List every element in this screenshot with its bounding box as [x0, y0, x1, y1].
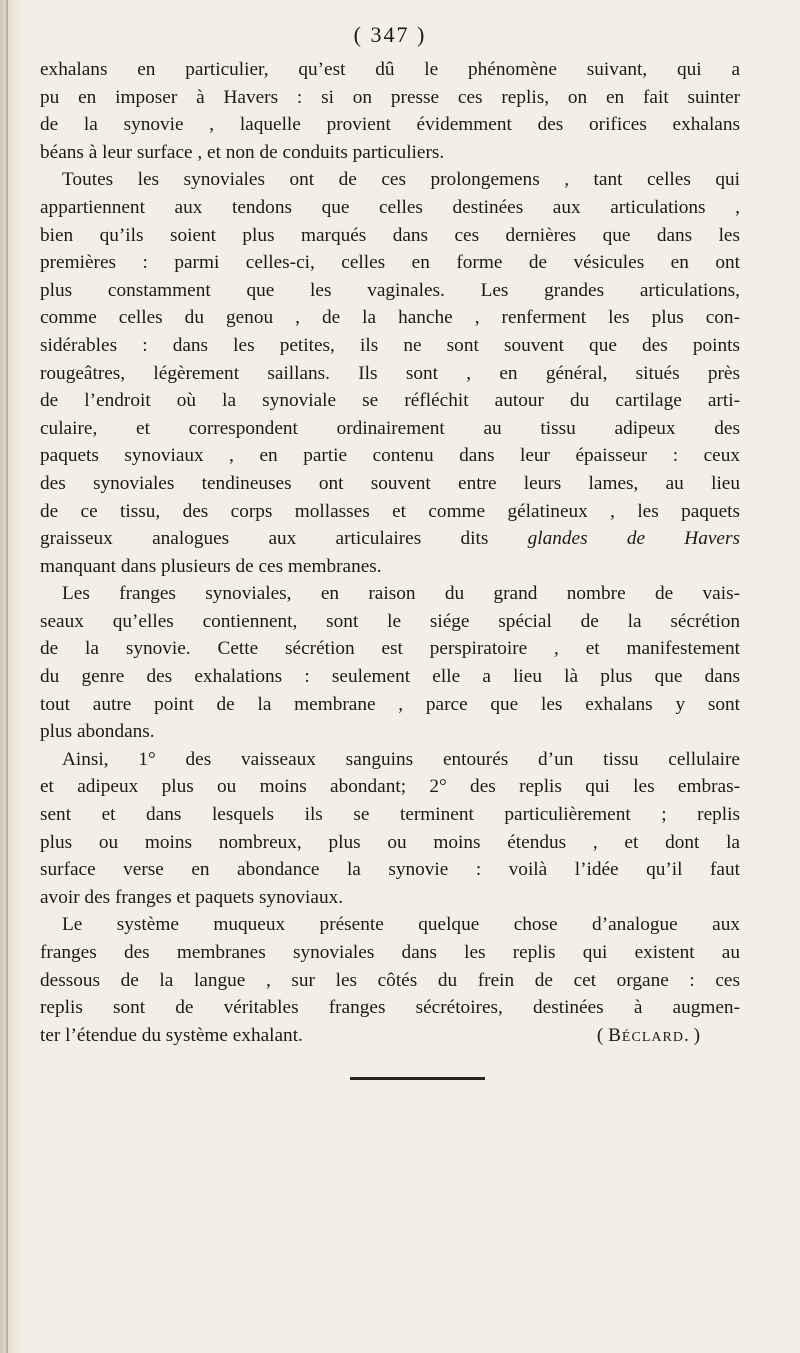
- text-line: sidérables : dans les petites, ils ne sont souvent que des points: [40, 334, 740, 356]
- book-page: [40, 20, 740, 1049]
- text-line: de la synovie , laquelle provient évidemment des orifices exhalans: [40, 114, 740, 136]
- text-line: de l’endroit où la synoviale se réfléchit autour du cartilage arti-: [40, 390, 740, 412]
- body-text: [40, 56, 740, 1022]
- text-line: surface verse en abondance la synovie : voilà l’idée qu’il faut: [40, 859, 740, 881]
- text-line: rougeâtres, légèrement saillans. Ils sont , en général, situés près: [40, 362, 740, 384]
- text-line: de la synovie. Cette sécrétion est perspiratoire , et manifestement: [40, 638, 740, 660]
- binding-edge: [6, 0, 8, 1353]
- author-signature: ( Béclard. ): [596, 1024, 700, 1046]
- text-line: graisseux analogues aux articulaires dits glandes de Havers: [40, 528, 740, 550]
- text-line: replis sont de véritables franges sécrétoires, destinées à augmen-: [40, 997, 740, 1019]
- text-line: Toutes les synoviales ont de ces prolongemens , tant celles qui: [62, 169, 740, 191]
- page-number: ( 347 ): [353, 22, 427, 47]
- text-line: tout autre point de la membrane , parce que les exhalans y sont: [40, 693, 740, 715]
- text-line: plus abondans.: [40, 721, 155, 743]
- text-line: franges des membranes synoviales dans les replis qui existent au: [40, 942, 740, 963]
- text-line: Le système muqueux présente quelque chose d’analogue aux: [62, 914, 740, 936]
- text-line: avoir des franges et paquets synoviaux.: [40, 886, 344, 908]
- text-line: premières : parmi celles-ci, celles en forme de vésicules en ont: [40, 252, 740, 274]
- text-line: pu en imposer à Havers : si on presse ces replis, on en fait suinter: [40, 86, 740, 108]
- text-line: Ainsi, 1° des vaisseaux sanguins entourés d’un tissu cellulaire: [62, 748, 740, 770]
- text-line: appartiennent aux tendons que celles destinées aux articulations ,: [40, 196, 740, 218]
- page-gutter-shadow: [0, 0, 22, 1353]
- text-line: béans à leur surface , et non de conduits particuliers.: [40, 141, 445, 163]
- text-line: exhalans en particulier, qu’est dû le phénomène suivant, qui a: [40, 59, 740, 80]
- text-line: seaux qu’elles contiennent, sont le siége spécial de la sécrétion: [40, 610, 740, 632]
- author-name: Béclard: [608, 1024, 684, 1046]
- text-line: culaire, et correspondent ordinairement au tissu adipeux des: [40, 417, 740, 439]
- text-line: sent et dans lesquels ils se terminent particulièrement ; replis: [40, 804, 740, 826]
- text-line: plus constamment que les vaginales. Les grandes articulations,: [40, 279, 740, 301]
- text-line: paquets synoviaux , en partie contenu dans leur épaisseur : ceux: [40, 445, 740, 467]
- text-line: dessous de la langue , sur les côtés du frein de cet organe : ces: [40, 969, 740, 991]
- closing-text: ter l’étendue du système exhalant.: [40, 1024, 303, 1046]
- text-line: bien qu’ils soient plus marqués dans ces dernières que dans les: [40, 224, 740, 246]
- closing-rule: [350, 1077, 485, 1080]
- italic-term: glandes de Havers: [527, 528, 740, 550]
- text-line: et adipeux plus ou moins abondant; 2° des replis qui les embras-: [40, 776, 740, 798]
- text-line: comme celles du genou , de la hanche , renferment les plus con-: [40, 307, 740, 329]
- text-line: Les franges synoviales, en raison du grand nombre de vais-: [62, 583, 740, 605]
- text-line: manquant dans plusieurs de ces membranes.: [40, 555, 382, 577]
- text-line: de ce tissu, des corps mollasses et comme gélatineux , les paquets: [40, 500, 740, 522]
- text-line: plus ou moins nombreux, plus ou moins étendus , et dont la: [40, 831, 740, 853]
- text-line: du genre des exhalations : seulement elle a lieu là plus que dans: [40, 666, 740, 688]
- closing-line: [40, 1022, 740, 1050]
- text-line: des synoviales tendineuses ont souvent entre leurs lames, au lieu: [40, 472, 740, 494]
